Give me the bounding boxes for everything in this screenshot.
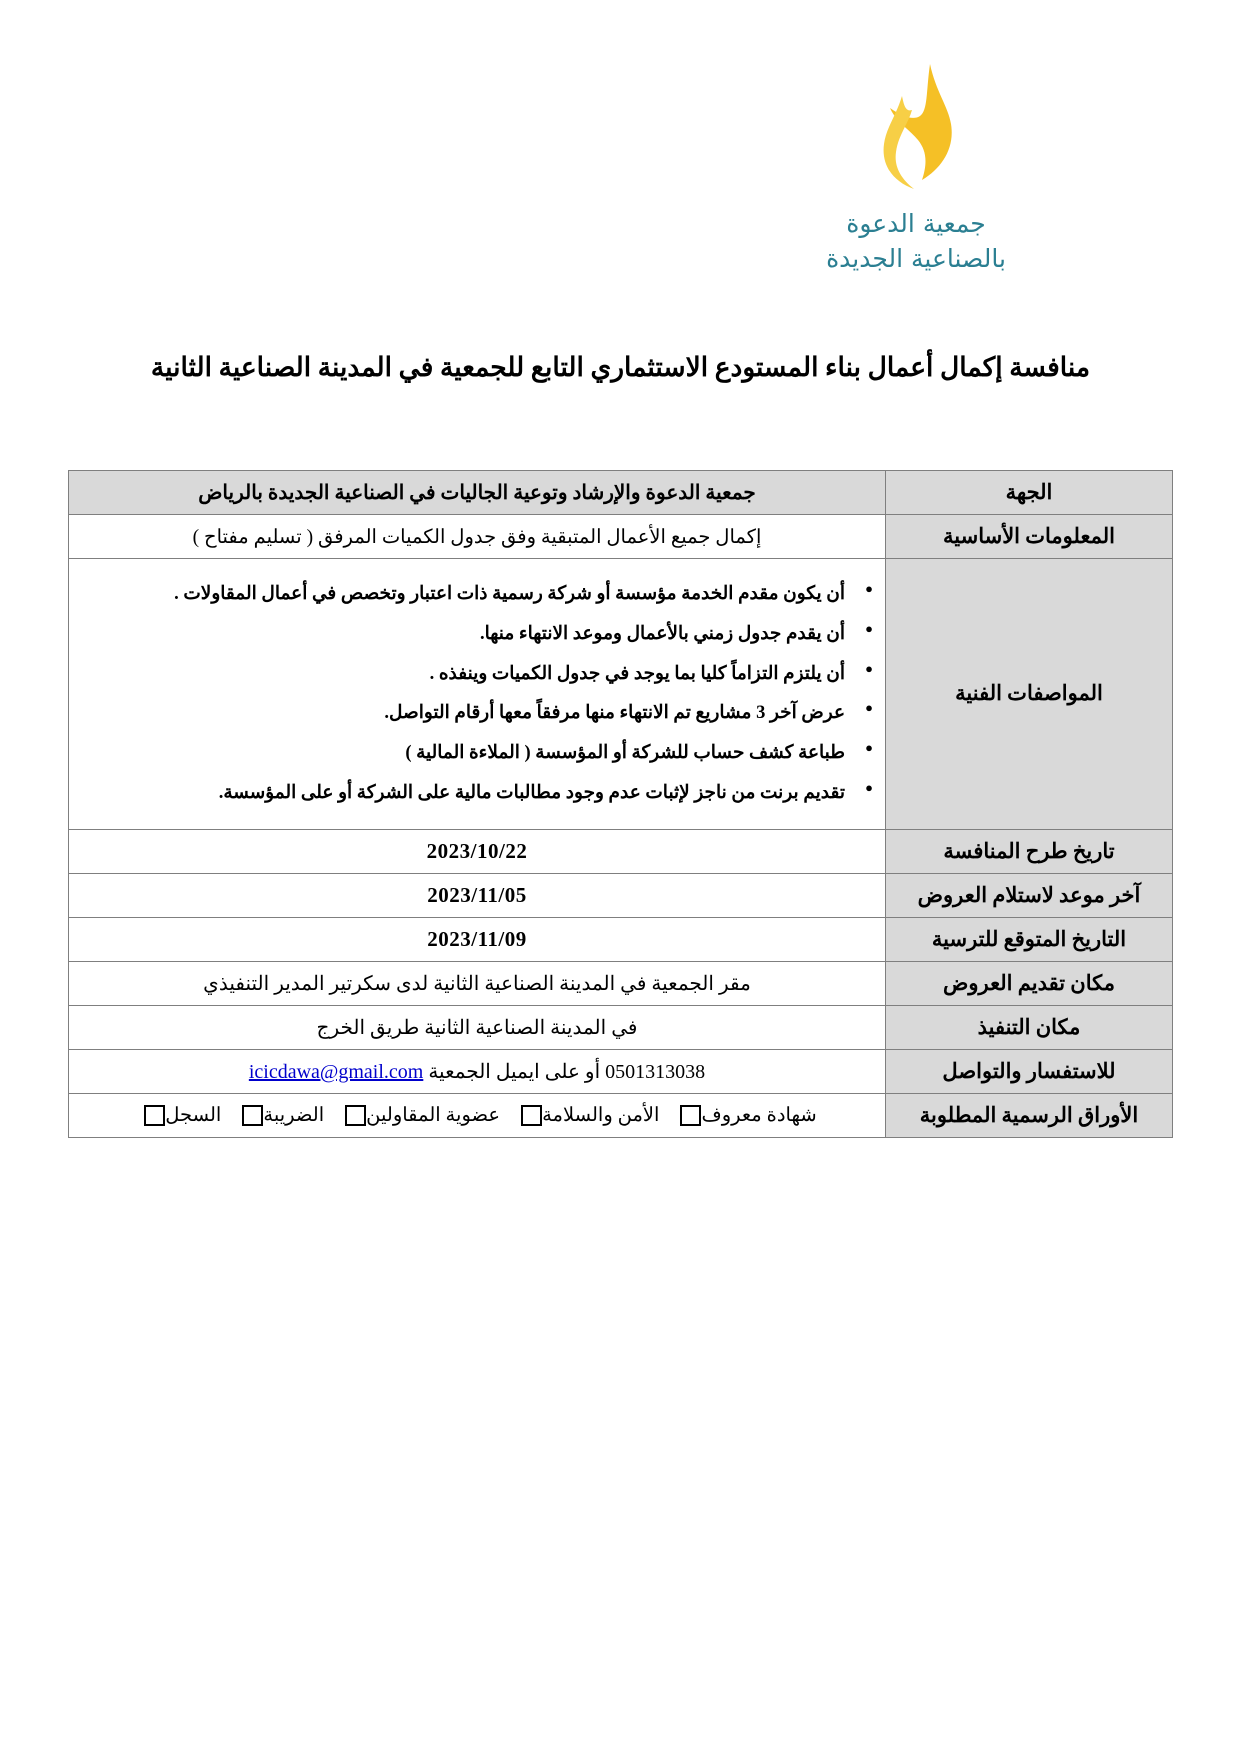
checkbox-icon[interactable]: [521, 1105, 542, 1126]
contact-phone-text: 0501313038 أو على ايميل الجمعية: [428, 1060, 706, 1083]
document-label: شهادة معروف: [701, 1104, 817, 1126]
checkbox-icon[interactable]: [680, 1105, 701, 1126]
table-row: [69, 1049, 1173, 1093]
row-value: مقر الجمعية في المدينة الصناعية الثانية لدى سكرتير المدير التنفيذي: [69, 961, 886, 1005]
checkbox-icon[interactable]: [144, 1105, 165, 1126]
email-link[interactable]: icicdawa@gmail.com: [248, 1060, 424, 1083]
table-row: [69, 961, 1173, 1005]
row-value: 2023/10/22: [69, 829, 886, 873]
document-label: عضوية المقاولين: [366, 1104, 501, 1126]
row-value: جمعية الدعوة والإرشاد وتوعية الجاليات في الصناعية الجديدة بالرياض: [69, 471, 886, 515]
row-label: للاستفسار والتواصل: [886, 1049, 1173, 1093]
required-documents-list: [81, 1105, 873, 1126]
list-item: ● أن يلتزم التزاماً كليا بما يوجد في جدول الكميات وينفذه .: [81, 661, 873, 688]
document-item: [137, 1105, 221, 1126]
table-row: [69, 829, 1173, 873]
row-value: في المدينة الصناعية الثانية طريق الخرج: [69, 1005, 886, 1049]
technical-specs-list: [81, 581, 873, 807]
table-row: [69, 917, 1173, 961]
list-item: ● طباعة كشف حساب للشركة أو المؤسسة ( الملاءة المالية ): [81, 740, 873, 767]
document-item: [338, 1105, 500, 1126]
row-label: مكان تقديم العروض: [886, 961, 1173, 1005]
logo-line-2: بالصناعية الجديدة: [826, 243, 1006, 273]
tender-details-table: [68, 470, 1173, 1138]
row-label: الأوراق الرسمية المطلوبة: [886, 1093, 1173, 1137]
document-item: [514, 1105, 659, 1126]
checkbox-icon[interactable]: [242, 1105, 263, 1126]
document-item: [235, 1105, 324, 1126]
row-label: المواصفات الفنية: [886, 559, 1173, 830]
organization-logo: [766, 62, 1066, 276]
row-label: المعلومات الأساسية: [886, 515, 1173, 559]
logo-text: [766, 207, 1066, 276]
row-value: [69, 1049, 886, 1093]
row-value: [69, 1093, 886, 1137]
document-label: السجل: [165, 1104, 222, 1126]
row-label: تاريخ طرح المنافسة: [886, 829, 1173, 873]
row-label: الجهة: [886, 471, 1173, 515]
list-item: ● تقديم برنت من ناجز لإثبات عدم وجود مطالبات مالية على الشركة أو على المؤسسة.: [81, 780, 873, 807]
flame-icon: [766, 62, 1066, 197]
row-value: [69, 559, 886, 830]
list-item: ● عرض آخر 3 مشاريع تم الانتهاء منها مرفقاً معها أرقام التواصل.: [81, 700, 873, 727]
row-label: مكان التنفيذ: [886, 1005, 1173, 1049]
table-row: [69, 1005, 1173, 1049]
row-value: 2023/11/05: [69, 873, 886, 917]
checkbox-icon[interactable]: [345, 1105, 366, 1126]
page-title: منافسة إكمال أعمال بناء المستودع الاستثماري التابع للجمعية في المدينة الصناعية الثانية: [150, 352, 1091, 382]
table-row: [69, 1093, 1173, 1137]
table-row: [69, 471, 1173, 515]
row-label: آخر موعد لاستلام العروض: [886, 873, 1173, 917]
list-item: ● أن يكون مقدم الخدمة مؤسسة أو شركة رسمية ذات اعتبار وتخصص في أعمال المقاولات .: [81, 581, 873, 608]
document-item: [673, 1105, 816, 1126]
table-row: [69, 559, 1173, 830]
table-row: [69, 873, 1173, 917]
logo-line-1: جمعية الدعوة: [846, 209, 986, 238]
row-label: التاريخ المتوقع للترسية: [886, 917, 1173, 961]
document-label: الأمن والسلامة: [542, 1104, 660, 1126]
row-value: 2023/11/09: [69, 917, 886, 961]
list-item: ● أن يقدم جدول زمني بالأعمال وموعد الانتهاء منها.: [81, 621, 873, 648]
table-row: [69, 515, 1173, 559]
document-label: الضريبة: [263, 1104, 325, 1126]
row-value: إكمال جميع الأعمال المتبقية وفق جدول الكميات المرفق ( تسليم مفتاح ): [69, 515, 886, 559]
